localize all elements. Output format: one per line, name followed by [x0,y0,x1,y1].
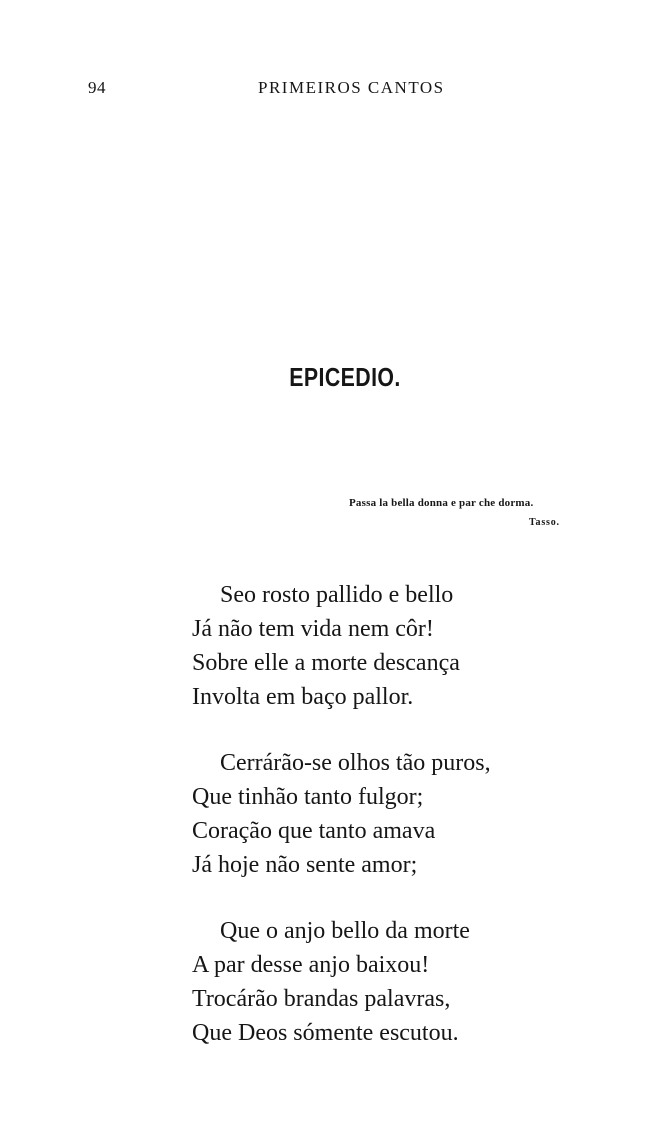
epigraph-quote: Passa la bella donna e par che dorma. [349,497,534,509]
verse-line: A par desse anjo baixou! [192,952,430,978]
verse-line: Trocárão brandas palavras, [192,986,451,1012]
epigraph [349,494,560,532]
verse-line: Involta em baço pallor. [192,684,414,710]
verse-line: Seo rosto pallido e bello [220,582,454,608]
verse-line: Coração que tanto amava [192,818,436,844]
verse-line: Sobre elle a morte descança [192,650,460,676]
verse-line: Cerrárão-se olhos tão puros, [220,750,491,776]
verse-line: Já hoje não sente amor; [192,852,418,878]
verse-line: Que o anjo bello da morte [220,918,470,944]
running-head [0,78,672,102]
epigraph-author: Tasso. [529,517,560,528]
verse-line: Que tinhão tanto fulgor; [192,784,424,810]
poem-title: EPICEDIO. [289,362,401,392]
verse-line: Já não tem vida nem côr! [192,616,434,642]
book-title: PRIMEIROS CANTOS [258,78,445,97]
stanza-1 [192,578,460,714]
stanza-2 [192,746,491,882]
verse-line: Que Deos sómente escutou. [192,1020,459,1046]
page-number: 94 [88,78,106,97]
stanza-3 [192,914,470,1050]
